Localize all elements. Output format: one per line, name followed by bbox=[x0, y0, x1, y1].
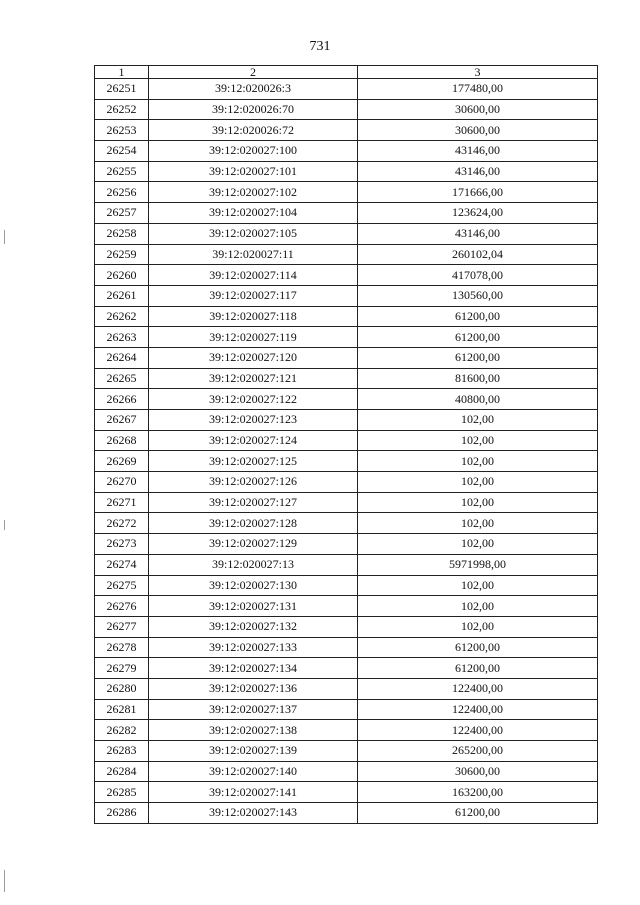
table-row bbox=[95, 223, 598, 244]
table-row bbox=[95, 492, 598, 513]
value-cell: 102,00 bbox=[358, 596, 598, 617]
cadastral-number-cell: 39:12:020027:125 bbox=[149, 451, 358, 472]
cadastral-number-cell: 39:12:020027:131 bbox=[149, 596, 358, 617]
cadastral-number-cell: 39:12:020027:119 bbox=[149, 327, 358, 348]
value-cell: 30600,00 bbox=[358, 120, 598, 141]
cadastral-number-cell: 39:12:020027:132 bbox=[149, 616, 358, 637]
value-cell: 123624,00 bbox=[358, 203, 598, 224]
cadastral-number-cell: 39:12:020027:101 bbox=[149, 161, 358, 182]
value-cell: 40800,00 bbox=[358, 389, 598, 410]
table-row bbox=[95, 699, 598, 720]
cadastral-number-cell: 39:12:020027:126 bbox=[149, 472, 358, 493]
table-row bbox=[95, 182, 598, 203]
value-cell: 260102,04 bbox=[358, 244, 598, 265]
row-number-cell: 26279 bbox=[95, 658, 149, 679]
row-number-cell: 26282 bbox=[95, 720, 149, 741]
row-number-cell: 26259 bbox=[95, 244, 149, 265]
row-number-cell: 26274 bbox=[95, 554, 149, 575]
cadastral-number-cell: 39:12:020027:118 bbox=[149, 306, 358, 327]
cadastral-number-cell: 39:12:020027:100 bbox=[149, 141, 358, 162]
table-row bbox=[95, 265, 598, 286]
cadastral-number-cell: 39:12:020027:136 bbox=[149, 678, 358, 699]
value-cell: 61200,00 bbox=[358, 637, 598, 658]
row-number-cell: 26272 bbox=[95, 513, 149, 534]
table-row bbox=[95, 616, 598, 637]
table-row bbox=[95, 741, 598, 762]
row-number-cell: 26281 bbox=[95, 699, 149, 720]
cadastral-number-cell: 39:12:020027:104 bbox=[149, 203, 358, 224]
value-cell: 81600,00 bbox=[358, 368, 598, 389]
row-number-cell: 26253 bbox=[95, 120, 149, 141]
row-number-cell: 26265 bbox=[95, 368, 149, 389]
row-number-cell: 26268 bbox=[95, 430, 149, 451]
value-cell: 417078,00 bbox=[358, 265, 598, 286]
row-number-cell: 26271 bbox=[95, 492, 149, 513]
scan-artifact bbox=[4, 230, 5, 244]
cadastral-number-cell: 39:12:020026:72 bbox=[149, 120, 358, 141]
row-number-cell: 26273 bbox=[95, 534, 149, 555]
value-cell: 122400,00 bbox=[358, 678, 598, 699]
row-number-cell: 26277 bbox=[95, 616, 149, 637]
table-row bbox=[95, 596, 598, 617]
cadastral-number-cell: 39:12:020027:138 bbox=[149, 720, 358, 741]
page-number: 731 bbox=[309, 39, 331, 54]
value-cell: 102,00 bbox=[358, 616, 598, 637]
value-cell: 30600,00 bbox=[358, 99, 598, 120]
value-cell: 265200,00 bbox=[358, 741, 598, 762]
table-row bbox=[95, 451, 598, 472]
column-header-1: 1 bbox=[95, 66, 149, 79]
row-number-cell: 26269 bbox=[95, 451, 149, 472]
value-cell: 102,00 bbox=[358, 410, 598, 431]
value-cell: 171666,00 bbox=[358, 182, 598, 203]
cadastral-number-cell: 39:12:020027:141 bbox=[149, 782, 358, 803]
value-cell: 177480,00 bbox=[358, 79, 598, 100]
registry-table bbox=[94, 65, 598, 824]
table-row bbox=[95, 141, 598, 162]
cadastral-number-cell: 39:12:020027:121 bbox=[149, 368, 358, 389]
table-row bbox=[95, 803, 598, 824]
cadastral-number-cell: 39:12:020027:143 bbox=[149, 803, 358, 824]
cadastral-number-cell: 39:12:020027:127 bbox=[149, 492, 358, 513]
value-cell: 61200,00 bbox=[358, 658, 598, 679]
table-row bbox=[95, 637, 598, 658]
row-number-cell: 26252 bbox=[95, 99, 149, 120]
table-row bbox=[95, 472, 598, 493]
value-cell: 30600,00 bbox=[358, 761, 598, 782]
value-cell: 102,00 bbox=[358, 513, 598, 534]
table-row bbox=[95, 285, 598, 306]
cadastral-number-cell: 39:12:020027:114 bbox=[149, 265, 358, 286]
value-cell: 61200,00 bbox=[358, 327, 598, 348]
value-cell: 130560,00 bbox=[358, 285, 598, 306]
row-number-cell: 26263 bbox=[95, 327, 149, 348]
column-header-2: 2 bbox=[149, 66, 358, 79]
table-row bbox=[95, 347, 598, 368]
row-number-cell: 26254 bbox=[95, 141, 149, 162]
table-row bbox=[95, 389, 598, 410]
row-number-cell: 26256 bbox=[95, 182, 149, 203]
table-row bbox=[95, 554, 598, 575]
table-row bbox=[95, 79, 598, 100]
table-row bbox=[95, 306, 598, 327]
value-cell: 102,00 bbox=[358, 451, 598, 472]
table-row bbox=[95, 99, 598, 120]
table-row bbox=[95, 327, 598, 348]
cadastral-number-cell: 39:12:020027:128 bbox=[149, 513, 358, 534]
value-cell: 61200,00 bbox=[358, 306, 598, 327]
cadastral-number-cell: 39:12:020027:102 bbox=[149, 182, 358, 203]
row-number-cell: 26255 bbox=[95, 161, 149, 182]
value-cell: 122400,00 bbox=[358, 699, 598, 720]
row-number-cell: 26284 bbox=[95, 761, 149, 782]
row-number-cell: 26264 bbox=[95, 347, 149, 368]
row-number-cell: 26258 bbox=[95, 223, 149, 244]
row-number-cell: 26257 bbox=[95, 203, 149, 224]
table-row bbox=[95, 120, 598, 141]
value-cell: 61200,00 bbox=[358, 347, 598, 368]
row-number-cell: 26267 bbox=[95, 410, 149, 431]
row-number-cell: 26278 bbox=[95, 637, 149, 658]
row-number-cell: 26261 bbox=[95, 285, 149, 306]
value-cell: 102,00 bbox=[358, 575, 598, 596]
cadastral-number-cell: 39:12:020027:139 bbox=[149, 741, 358, 762]
value-cell: 102,00 bbox=[358, 492, 598, 513]
table-row bbox=[95, 534, 598, 555]
table-row bbox=[95, 658, 598, 679]
table-row bbox=[95, 782, 598, 803]
scan-artifact bbox=[4, 870, 5, 892]
cadastral-number-cell: 39:12:020027:124 bbox=[149, 430, 358, 451]
cadastral-number-cell: 39:12:020027:129 bbox=[149, 534, 358, 555]
value-cell: 5971998,00 bbox=[358, 554, 598, 575]
row-number-cell: 26283 bbox=[95, 741, 149, 762]
value-cell: 102,00 bbox=[358, 534, 598, 555]
cadastral-number-cell: 39:12:020027:122 bbox=[149, 389, 358, 410]
table-row bbox=[95, 203, 598, 224]
value-cell: 43146,00 bbox=[358, 141, 598, 162]
table-row bbox=[95, 678, 598, 699]
cadastral-number-cell: 39:12:020027:133 bbox=[149, 637, 358, 658]
row-number-cell: 26260 bbox=[95, 265, 149, 286]
value-cell: 43146,00 bbox=[358, 223, 598, 244]
row-number-cell: 26262 bbox=[95, 306, 149, 327]
value-cell: 61200,00 bbox=[358, 803, 598, 824]
cadastral-number-cell: 39:12:020027:120 bbox=[149, 347, 358, 368]
value-cell: 102,00 bbox=[358, 472, 598, 493]
table-row bbox=[95, 761, 598, 782]
cadastral-number-cell: 39:12:020026:3 bbox=[149, 79, 358, 100]
table-row bbox=[95, 244, 598, 265]
cadastral-number-cell: 39:12:020027:134 bbox=[149, 658, 358, 679]
cadastral-number-cell: 39:12:020027:123 bbox=[149, 410, 358, 431]
value-cell: 122400,00 bbox=[358, 720, 598, 741]
table-row bbox=[95, 720, 598, 741]
scan-artifact bbox=[4, 520, 5, 530]
column-header-3: 3 bbox=[358, 66, 598, 79]
table-row bbox=[95, 368, 598, 389]
row-number-cell: 26266 bbox=[95, 389, 149, 410]
header-row bbox=[95, 66, 598, 79]
row-number-cell: 26270 bbox=[95, 472, 149, 493]
table-row bbox=[95, 575, 598, 596]
row-number-cell: 26276 bbox=[95, 596, 149, 617]
cadastral-number-cell: 39:12:020027:105 bbox=[149, 223, 358, 244]
cadastral-number-cell: 39:12:020027:13 bbox=[149, 554, 358, 575]
value-cell: 163200,00 bbox=[358, 782, 598, 803]
value-cell: 102,00 bbox=[358, 430, 598, 451]
cadastral-number-cell: 39:12:020027:11 bbox=[149, 244, 358, 265]
cadastral-number-cell: 39:12:020027:137 bbox=[149, 699, 358, 720]
cadastral-number-cell: 39:12:020027:117 bbox=[149, 285, 358, 306]
table-row bbox=[95, 161, 598, 182]
row-number-cell: 26275 bbox=[95, 575, 149, 596]
cadastral-number-cell: 39:12:020026:70 bbox=[149, 99, 358, 120]
value-cell: 43146,00 bbox=[358, 161, 598, 182]
row-number-cell: 26286 bbox=[95, 803, 149, 824]
table-header bbox=[95, 66, 598, 79]
cadastral-number-cell: 39:12:020027:140 bbox=[149, 761, 358, 782]
row-number-cell: 26280 bbox=[95, 678, 149, 699]
table-body bbox=[95, 79, 598, 824]
row-number-cell: 26251 bbox=[95, 79, 149, 100]
table-row bbox=[95, 513, 598, 534]
row-number-cell: 26285 bbox=[95, 782, 149, 803]
table-row bbox=[95, 410, 598, 431]
table-row bbox=[95, 430, 598, 451]
cadastral-number-cell: 39:12:020027:130 bbox=[149, 575, 358, 596]
